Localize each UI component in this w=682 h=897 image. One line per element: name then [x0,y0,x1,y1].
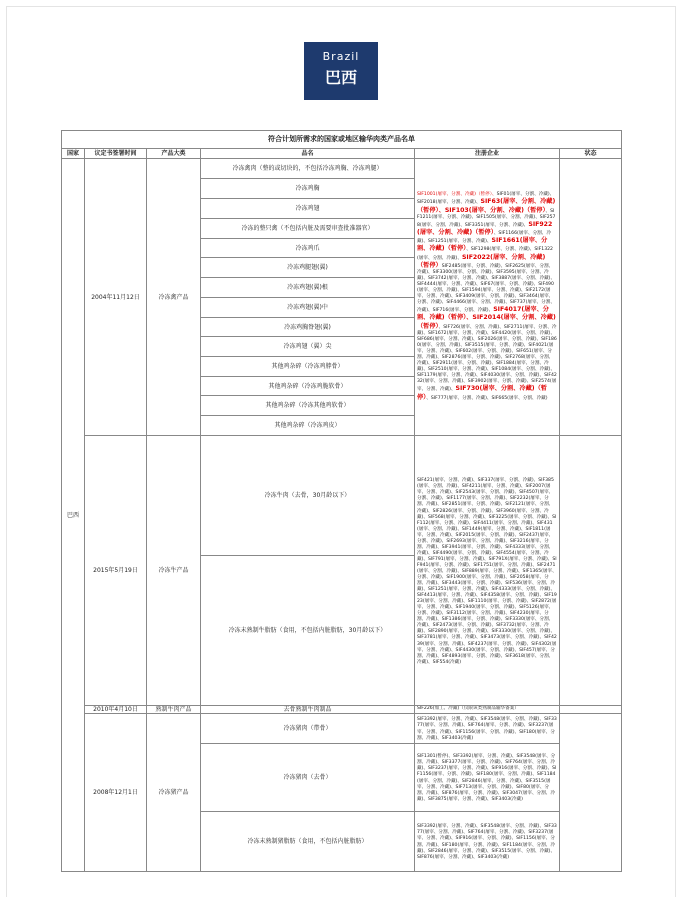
product-cell: 冷冻鸡爪 [201,239,415,258]
enterprise-text: 、SIF726(屠宰、分割、冷藏)、SIF2711(屠宰、分割、冷藏)、SIF1672(屠宰、分割、冷藏)、SIF4420(屠宰、分割、冷藏)、SIF686(屠宰、分割、冷藏)、SIF2026(屠宰、分割、冷藏)、SIF1860(屠宰、分割、冷藏)、SIF3515(屠宰、分割、冷藏)、SIF4021(屠宰、分割、冷藏)、SIF602(屠宰、分割、冷藏)、SIF651(屠宰、分割、冷藏)、SIF2876(屠宰、分割、冷藏)、SIF2768(屠宰、分割、冷藏)、SIF2911(屠宰、分割、冷藏)、SIF1884(屠宰、分割、冷藏)、SIF2510(屠宰、分割、冷藏)、SIF1084(屠宰、分割、冷藏)、SIF1179(屠宰、分割、冷藏)、SIF4030(屠宰、分割、冷藏)、SIF4232(屠宰、分割、冷藏)、SIF3902(屠宰、分割、冷藏)、SIF2574(屠宰、分割、冷藏)、 [417,324,557,393]
enterprise-cell: SIF421(屠宰、分割、冷藏)、SIF337(屠宰、分割、冷藏)、SIF385(屠宰、分割、冷藏)、SIF4211(屠宰、分割、冷藏)、SIF2007(屠宰、分割、冷藏)、SIF2543(屠宰、分割、冷藏)、SIF4507(屠宰、分割、冷藏)、SIF1177(屠宰、分割、冷藏)、SIF2232(屠宰、分割、冷藏)、SIF2851(屠宰、分割、冷藏)、SIF2121(屠宰、分割、冷藏)、SIF2826(屠宰、分割、冷藏)、SIF3960(屠宰、分割、冷藏)、SIF568(屠宰、分割、冷藏)、SIF3225(屠宰、分割、冷藏)、SIF112(屠宰、分割、冷藏)、SIF4411(屠宰、分割、冷藏)、SIF431(屠宰、分割、冷藏)、SIF1449(屠宰、分割、冷藏)、SIF1811(屠宰、分割、冷藏)、SIF2015(屠宰、分割、冷藏)、SIF2437(屠宰、分割、冷藏)、SIF2693(屠宰、分割、冷藏)、SIF3216(屠宰、分割、冷藏)、SIF3941(屠宰、分割、冷藏)、SIF4333(屠宰、分割、冷藏)、SIF4490(屠宰、分割、冷藏)、SIF4554(屠宰、分割、冷藏)、SIF791(屠宰、分割、冷藏)、SIF791X(屠宰、分割、冷藏)、SIF941(屠宰、分割、冷藏)、SIF1751(屠宰、分割、冷藏)、SIF2471(屠宰、分割、冷藏)、SIF889(屠宰、分割、冷藏)、SIF1365(屠宰、分割、冷藏)、SIF1900(屠宰、分割、冷藏)、SIF2058(屠宰、分割、冷藏)、SIF3443(屠宰、分割、冷藏)、SIF536(屠宰、分割、冷藏)、SIF1251(屠宰、分割、冷藏)、SIF4333(屠宰、分割、冷藏)、SIF4413(屠宰、分割、冷藏)、SIF4358(屠宰、分割、冷藏)、SIF1923(屠宰、分割、冷藏)、SIF1110(屠宰、分割、冷藏)、SIF2872(屠宰、分割、冷藏)、SIF1940(屠宰、分割、冷藏)、SIF5126(屠宰、分割、冷藏)、SIF3112(屠宰、分割、冷藏)、SIF4230(屠宰、分割、冷藏)、SIF1386(屠宰、分割、冷藏)、SIF3330(屠宰、分割、冷藏)、SIF2473(屠宰、分割、冷藏)、SIF3732(屠宰、分割、冷藏)、SIF2890(屠宰、分割、冷藏)、SIF3330(屠宰、分割、冷藏)、SIF3781(屠宰、分割、冷藏)、SIF3473(屠宰、分割、冷藏)、SIF4239(屠宰、分割、冷藏)、SIF4237(屠宰、分割、冷藏)、SIF4302(屠宰、分割、冷藏)、SIF4430(屠宰、分割、冷藏)、SIF457(屠宰、分割、冷藏)、SIF4893(屠宰、分割、冷藏)、SIF3618(屠宰、分割、冷藏)、SIF554(冷藏) [415,436,560,706]
product-cell: 其他鸡杂碎（冷冻鸡脆软骨） [201,377,415,396]
product-cell: 冷冻鸡翅（翼）尖 [201,337,415,357]
status-cell [560,714,622,872]
enterprise-text-suspended: SIF63(屠宰、分割、冷藏)（暂停）、SIF103(屠宰、分割、冷藏)（暂停） [417,198,556,214]
enterprise-text-suspended: SIF730(屠宰、分割、冷藏)（暂停） [417,385,547,401]
category-cell: 冷冻禽产品 [147,159,201,436]
status-cell [560,159,622,436]
date-cell: 2004年11月12日 [85,159,147,436]
enterprise-text: 、SIF1298(屠宰、分割、冷藏)、SIF1322(屠宰、分割、冷藏)、 [417,247,553,261]
table-title: 符合计划所需求的国家或地区输华肉类产品名单 [62,131,622,149]
product-cell: 其他鸡杂碎（冷冻鸡脖骨） [201,357,415,377]
enterprise-cell: SIF3392(屠宰、分割、冷藏)、SIF3548(屠宰、分割、冷藏)、SIF3377(屠宰、分割、冷藏)、SIF764(屠宰、分割、冷藏)、SIF3237(屠宰、分割、冷藏)、SIF1156(屠宰、分割、冷藏)、SIF180(屠宰、分割、冷藏)、SIF3403(冷藏) [415,714,560,744]
col-header: 产品大类 [147,149,201,159]
enterprise-text-suspended: SIF2022(屠宰、分割、冷藏)（暂停） [417,253,546,269]
product-cell: 冷冻鸡胸脊翅(翼) [201,318,415,337]
col-header: 注册企业 [415,149,560,159]
product-cell: 冷冻牛肉（去骨，30月龄以下） [201,436,415,556]
badge-english: Brazil [322,50,360,63]
product-cell: 冷冻鸡翅(翼)中 [201,298,415,318]
product-cell: 冷冻未熟制牛脂肪（食用，不包括内脏脂肪，30月龄以下） [201,556,415,706]
category-cell: 冷冻猪产品 [147,714,201,872]
category-cell: 熟制牛肉产品 [147,706,201,714]
date-cell: 2008年12月1日 [85,714,147,872]
product-cell: 去骨熟制牛肉制品 [201,706,415,714]
table-header [62,149,622,159]
enterprise-text-suspended: SIF922(屠宰、分割、冷藏)（暂停） [417,220,553,236]
product-cell: 冷冻鸡翅 [201,199,415,219]
enterprise-text: 、SIF777(屠宰、分割、冷藏)、SIF665(屠宰、分割、冷藏) [426,395,548,401]
enterprise-text-suspended: SIF1661(屠宰、分割、冷藏)（暂停） [417,237,548,253]
date-cell: 2015年5月19日 [85,436,147,706]
enterprise-text: SIF1001(屠宰、分割、冷藏)（暂停）、 [417,192,497,198]
col-header: 国家 [62,149,85,159]
country-cell: 巴西 [62,159,85,872]
col-header: 议定书签署时间 [85,149,147,159]
status-cell [560,706,622,714]
enterprise-cell: SIF226(加工、冷藏)（仅限该类熟制品输华备案） [415,706,560,714]
badge-chinese: 巴西 [324,68,357,87]
enterprise-cell [415,159,560,436]
enterprise-text: SIF01(屠宰、分割、冷藏)、SIF2018(屠宰、分割、冷藏)、 [417,192,555,206]
enterprise-cell: SIF1301(暂停)、SIF3392(屠宰、分割、冷藏)、SIF3548(屠宰、分割、冷藏)、SIF3377(屠宰、分割、冷藏)、SIF764(屠宰、分割、冷藏)、SIF3237(屠宰、分割、冷藏)、SIF916(屠宰、分割、冷藏)、SIF1156(屠宰、分割、冷藏)、SIF180(屠宰、分割、冷藏)、SIF1184(屠宰、分割、冷藏)、SIF2846(屠宰、分割、冷藏)、SIF3515(屠宰、分割、冷藏)、SIF713(屠宰、分割、冷藏)、SIF80(屠宰、分割、冷藏)、SIF876(屠宰、分割、冷藏)、SIF3047(屠宰、分割、冷藏)、SIF3875(屠宰、分割、冷藏)、SIF3403(冷藏) [415,744,560,812]
product-cell: 其他鸡杂碎（冷冻鸡皮） [201,416,415,436]
enterprise-text: SIF2485(屠宰、分割、冷藏)、SIF2625(屠宰、分割、冷藏)、SIF3300(屠宰、分割、冷藏)、SIF3595(屠宰、分割、冷藏)、SIF3742(屠宰、分割、冷藏)、SIF3887(屠宰、分割、冷藏)、SIF4444(屠宰、分割、冷藏)、SIF67(屠宰、分割、冷藏)、SIF490(屠宰、分割、冷藏)、SIF1594(屠宰、分割、冷藏)、SIF2172(屠宰、分割、冷藏)、SIF3409(屠宰、分割、冷藏)、SIF3464(屠宰、分割、冷藏)、SIF4466(屠宰、分割、冷藏)、SIF737(屠宰、分割、冷藏)、SIF716(屠宰、分割、冷藏)、 [417,263,556,314]
product-cell: 其他鸡杂碎（冷冻其他鸡软骨） [201,396,415,416]
enterprise-text: 、SIF1211(屠宰、分割、冷藏)、SIF1505(屠宰、分割、冷藏)、SIF2578(屠宰、分割、冷藏)、SIF3351(屠宰、分割、冷藏)、 [417,208,556,228]
product-cell: 冷冻猪肉（去骨） [201,744,415,812]
enterprise-text-suspended: SIF4017(屠宰、分割、冷藏)（暂停）、SIF2014(屠宰、分割、冷藏)（暂停） [417,306,556,330]
col-header: 品名 [201,149,415,159]
product-cell: 冷冻鸡胸 [201,179,415,199]
category-cell: 冷冻牛产品 [147,436,201,706]
col-header: 状态 [560,149,622,159]
country-badge [304,42,378,100]
enterprise-cell: SIF3392(屠宰、分割、冷藏)、SIF3548(屠宰、分割、冷藏)、SIF3377(屠宰、分割、冷藏)、SIF764(屠宰、分割、冷藏)、SIF3237(屠宰、分割、冷藏)、SIF916(屠宰、分割、冷藏)、SIF1156(屠宰、分割、冷藏)、SIF180(屠宰、分割、冷藏)、SIF1184(屠宰、分割、冷藏)、SIF2846(屠宰、分割、冷藏)、SIF3515(屠宰、分割、冷藏)、SIF876(屠宰、分割、冷藏)、SIF3403(冷藏) [415,812,560,872]
product-cell: 冷冻鸡翅(翼)根 [201,278,415,298]
product-cell: 冷冻的整只禽（不包括内脏及需要审查批准器官） [201,219,415,239]
product-cell: 冷冻未熟制猪脂肪（食用，不包括内脏脂肪） [201,812,415,872]
product-cell: 冷冻猪肉（带骨） [201,714,415,744]
product-table [61,130,622,872]
status-cell [560,436,622,706]
product-cell: 冷冻鸡腿翅(翼) [201,258,415,278]
enterprise-text: 、SIF1166(屠宰、分割、冷藏)、SIF1251(屠宰、分割、冷藏)、 [417,230,551,245]
product-cell: 冷冻禽肉（整的或切块的，不包括冷冻鸡胸、冷冻鸡腿） [201,159,415,179]
date-cell: 2010年4月10日 [85,706,147,714]
